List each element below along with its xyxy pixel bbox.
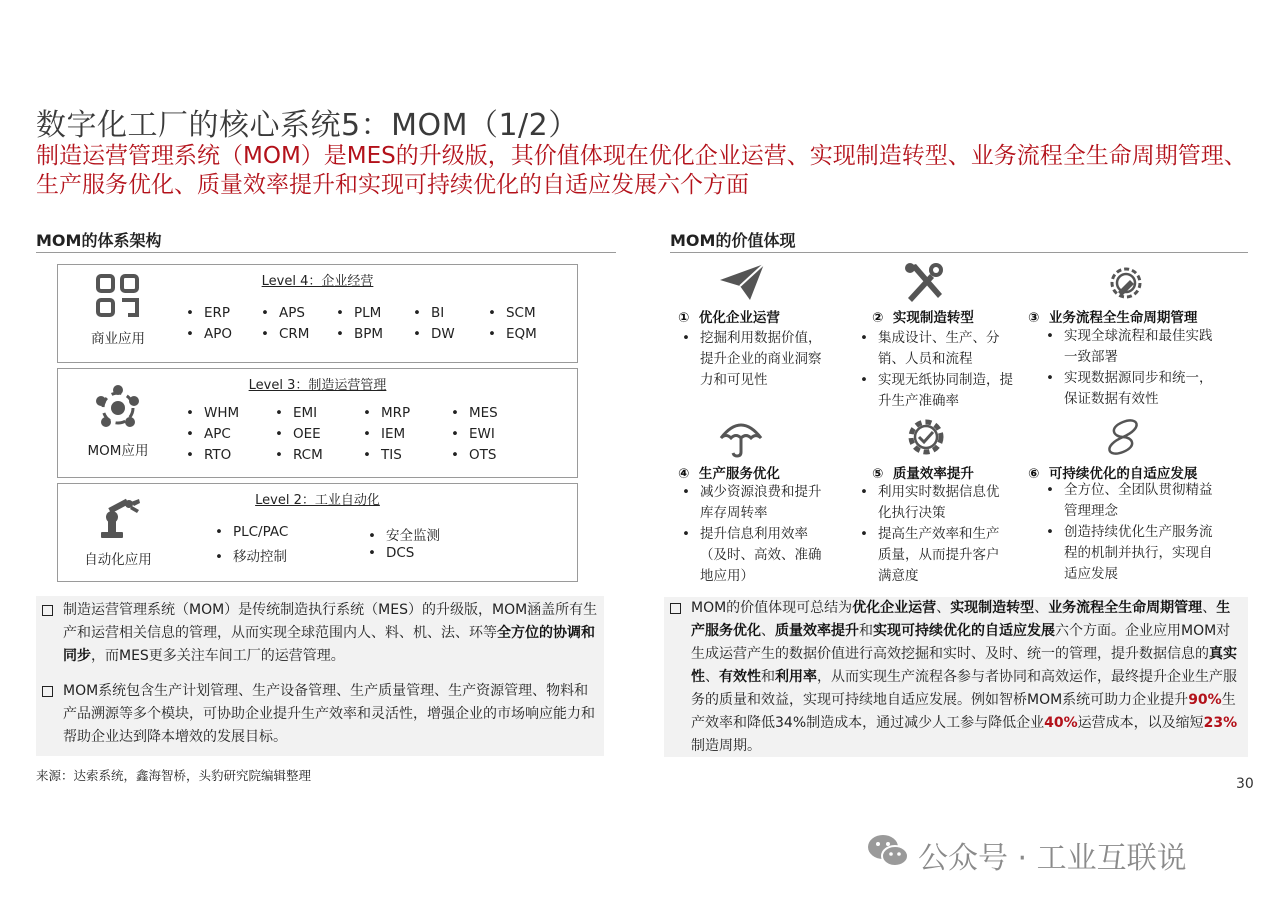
value-6-bullets: [1046, 480, 1218, 585]
level-2-item: • PLC/PAC: [215, 524, 288, 540]
page-number: 30: [1236, 776, 1254, 792]
level-3-item: • TIS: [363, 447, 402, 463]
checkbox-bullet-icon: [42, 605, 53, 616]
list-item: • 提高生产效率和生产质量，从而提升客户满意度: [860, 524, 1008, 587]
level-4-icon-group: [68, 273, 168, 347]
level-4-item: • BPM: [336, 326, 383, 342]
list-item: • 减少资源浪费和提升库存周转率: [682, 482, 822, 524]
level-3-label: MOM应用: [87, 443, 149, 459]
level-4-item: • SCM: [488, 305, 536, 321]
level-3-item: • EMI: [275, 405, 317, 421]
architecture-heading: MOM的体系架构: [36, 231, 162, 250]
list-item: • 实现数据源同步和统一，保证数据有效性: [1046, 368, 1218, 410]
list-item: • 提升信息利用效率（及时、高效、准确地应用）: [682, 524, 822, 587]
value-5-bullets: [860, 482, 1008, 587]
value-heading: MOM的价值体现: [670, 231, 796, 250]
value-1-bullets: [682, 328, 822, 391]
level-3-box: [57, 368, 578, 478]
architecture-heading-rule: [36, 252, 616, 253]
level-3-item: • WHM: [186, 405, 239, 421]
tools-icon: [902, 262, 948, 306]
level-2-title: Level 2：工业自动化: [255, 493, 380, 508]
level-2-box: [57, 483, 578, 582]
umbrella-icon: [719, 418, 763, 462]
value-5-title: ⑤ 质量效率提升: [872, 466, 974, 482]
architecture-notes: [36, 596, 604, 756]
level-3-item: • RTO: [186, 447, 231, 463]
level-3-item: • OTS: [451, 447, 496, 463]
level-2-item: • 安全监测: [368, 524, 440, 544]
value-2-bullets: [860, 328, 1020, 412]
value-4-title: ④ 生产服务优化: [678, 466, 780, 482]
page-title: 数字化工厂的核心系统5：MOM（1/2）: [36, 108, 579, 143]
paper-plane-icon: [718, 262, 766, 306]
list-item: • 创造持续优化生产服务流程的机制并执行，实现自适应发展: [1046, 522, 1218, 585]
architecture-note-2: MOM系统包含生产计划管理、生产设备管理、生产质量管理、生产资源管理、物料和产品溯源等多个模块，可协助企业提升生产效率和灵活性，增强企业的市场响应能力和帮助企业达到降本增效的发展目标。: [42, 680, 598, 749]
level-3-item: • APC: [186, 426, 231, 442]
value-3-bullets: [1046, 326, 1218, 410]
level-2-icon-group: [68, 498, 168, 568]
value-2-title: ② 实现制造转型: [872, 310, 974, 326]
list-item: • 实现无纸协同制造，提升生产准确率: [860, 370, 1020, 412]
grid-apps-icon: [95, 304, 141, 323]
list-item: • 挖掘利用数据价值，提升企业的商业洞察力和可见性: [682, 328, 822, 391]
level-3-item: • MRP: [363, 405, 410, 421]
level-3-item: • EWI: [451, 426, 495, 442]
level-4-box: [57, 264, 578, 363]
gear-wrench-icon: [1102, 262, 1150, 308]
architecture-note-1: 制造运营管理系统（MOM）是传统制造执行系统（MES）的升级版，MOM涵盖所有生产和运营相关信息的管理，从而实现全球范围内人、料、机、法、环等全方位的协调和同步，而MES更多关注车间工厂的运营管理。: [42, 599, 598, 668]
page-subtitle: 制造运营管理系统（MOM）是MES的升级版，其价值体现在优化企业运营、实现制造转型、业务流程全生命周期管理、生产服务优化、质量效率提升和实现可持续优化的自适应发展六个方面: [36, 143, 1247, 198]
level-4-item: • EQM: [488, 326, 537, 342]
level-4-item: • APS: [261, 305, 305, 321]
list-item: • 利用实时数据信息优化执行决策: [860, 482, 1008, 524]
infinity-icon: [1100, 416, 1146, 462]
level-3-item: • IEM: [363, 426, 405, 442]
robot-arm-icon: [95, 525, 141, 544]
level-4-item: • APO: [186, 326, 232, 342]
value-note: [664, 597, 1248, 757]
level-3-item: • OEE: [275, 426, 321, 442]
value-3-title: ③ 业务流程全生命周期管理: [1028, 310, 1198, 326]
level-4-item: • BI: [413, 305, 444, 321]
level-4-item: • PLM: [336, 305, 381, 321]
value-heading-rule: [670, 252, 1248, 253]
level-2-item: • DCS: [368, 545, 414, 561]
level-4-item: • CRM: [261, 326, 309, 342]
list-item: • 全方位、全团队贯彻精益管理理念: [1046, 480, 1218, 522]
value-6-title: ⑥ 可持续优化的自适应发展: [1028, 466, 1198, 482]
level-4-title: Level 4：企业经营: [261, 274, 374, 289]
level-4-item: • DW: [413, 326, 455, 342]
checkbox-bullet-icon: [42, 686, 53, 697]
level-3-title: Level 3：制造运营管理: [248, 378, 387, 393]
level-2-label: 自动化应用: [84, 552, 152, 568]
checkbox-bullet-icon: [670, 603, 681, 614]
gear-check-icon: [903, 416, 949, 462]
level-2-item: • 移动控制: [215, 545, 287, 565]
wechat-icon: [866, 832, 910, 878]
value-note-text: MOM的价值体现可总结为优化企业运营、实现制造转型、业务流程全生命周期管理、生产服务优化、质量效率提升和实现可持续优化的自适应发展六个方面。企业应用MOM对生成运营产生的数据价值进行高效挖掘和实时、及时、统一的管理，提升数据信息的真实性、有效性和利用率，从而实现生产流程各参与者协同和高效运作，最终提升企业生产服务的质量和效益，实现可持续地自适应发展。例如智桥MOM系统可助力企业提升90%生产效率和降低34%制造成本，通过减少人工参与降低企业40%运营成本，以及缩短23%制造周期。: [691, 600, 1238, 754]
network-hub-icon: [95, 416, 141, 435]
list-item: • 实现全球流程和最佳实践一致部署: [1046, 326, 1218, 368]
list-item: • 集成设计、生产、分销、人员和流程: [860, 328, 1020, 370]
value-4-bullets: [682, 482, 822, 587]
watermark: 公众号 · 工业互联说: [866, 832, 1187, 878]
level-4-item: • ERP: [186, 305, 230, 321]
level-4-label: 商业应用: [91, 331, 145, 347]
level-3-icon-group: [68, 385, 168, 459]
source-note: 来源：达索系统，鑫海智桥，头豹研究院编辑整理: [36, 768, 312, 783]
value-1-title: ① 优化企业运营: [678, 310, 780, 326]
level-3-item: • RCM: [275, 447, 323, 463]
level-3-item: • MES: [451, 405, 498, 421]
